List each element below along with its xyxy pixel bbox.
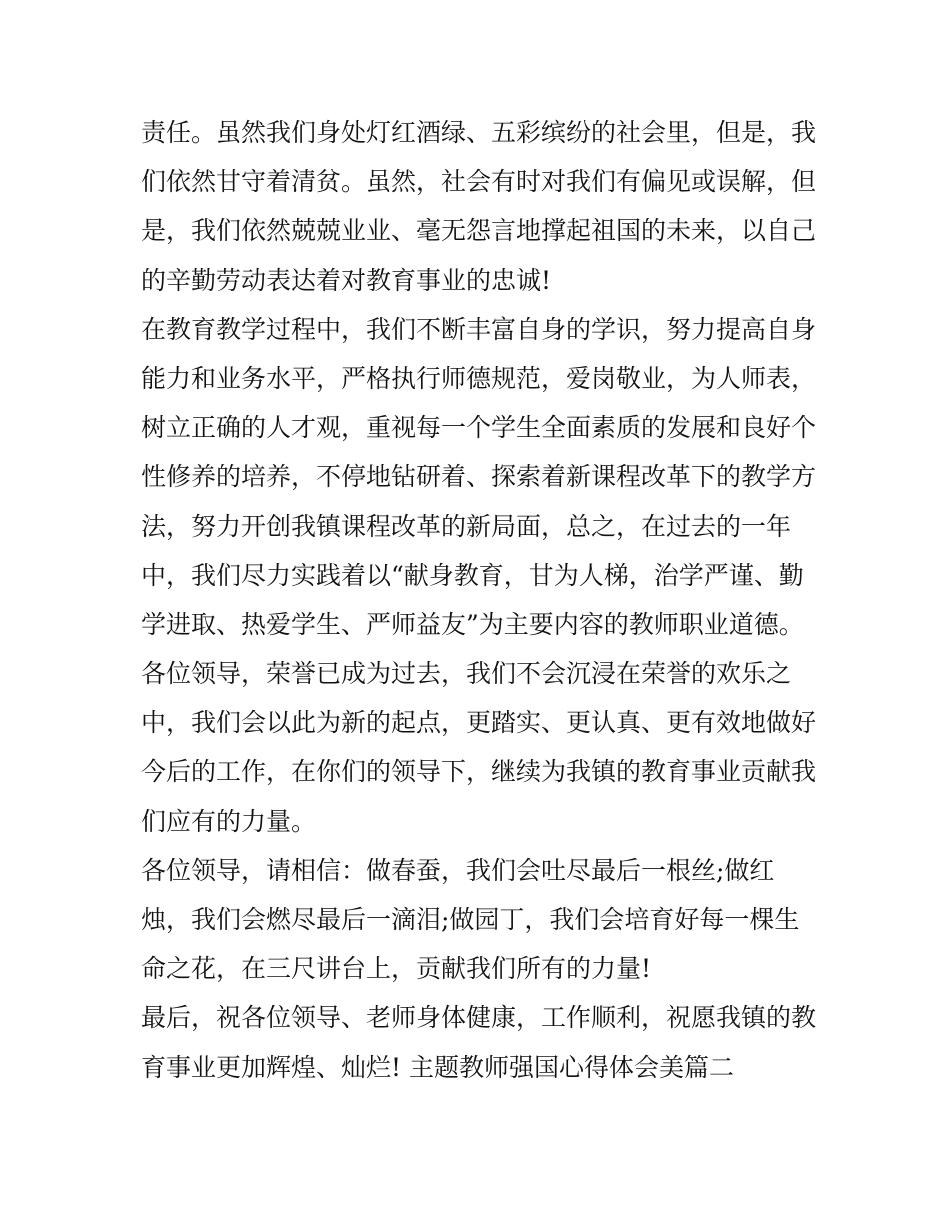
text-line: 今后的工作，在你们的领导下，继续为我镇的教育事业贡献我 <box>141 757 817 787</box>
text-line: 性修养的培养，不停地钻研着、探索着新课程改革下的教学方 <box>141 462 817 492</box>
text-line: 命之花，在三尺讲台上，贡献我们所有的力量! <box>141 954 652 984</box>
text-line: 是，我们依然兢兢业业、毫无怨言地撑起祖国的未来，以自己 <box>141 216 817 246</box>
text-line: 最后，祝各位领导、老师身体健康，工作顺利，祝愿我镇的教 <box>141 1003 817 1033</box>
text-line: 各位领导，荣誉已成为过去，我们不会沉浸在荣誉的欢乐之 <box>141 659 792 689</box>
text-line: 们应有的力量。 <box>141 806 317 836</box>
text-line: 烛，我们会燃尽最后一滴泪;做园丁，我们会培育好每一棵生 <box>141 905 800 934</box>
text-line: 学进取、热爱学生、严师益友”为主要内容的教师职业道德。 <box>141 609 804 639</box>
text-line: 在教育教学过程中，我们不断丰富自身的学识，努力提高自身 <box>141 314 817 344</box>
document-body <box>141 108 821 1092</box>
text-line: 育事业更加辉煌、灿烂! 主题教师强国心得体会美篇二 <box>141 1052 734 1082</box>
text-line: 各位领导，请相信：做春蚕，我们会吐尽最后一根丝;做红 <box>141 855 775 885</box>
text-line: 责任。虽然我们身处灯红酒绿、五彩缤纷的社会里，但是，我 <box>141 118 817 147</box>
text-line: 树立正确的人才观，重视每一个学生全面素质的发展和良好个 <box>141 413 817 443</box>
text-line: 们依然甘守着清贫。虽然，社会有时对我们有偏见或误解，但 <box>141 167 817 197</box>
text-line: 的辛勤劳动表达着对教育事业的忠诚! <box>141 265 552 295</box>
text-line: 法，努力开创我镇课程改革的新局面，总之，在过去的一年 <box>141 511 792 541</box>
text-line: 能力和业务水平，严格执行师德规范，爱岗敬业，为人师表， <box>141 363 817 393</box>
text-line: 中，我们尽力实践着以“献身教育，甘为人梯，治学严谨、勤 <box>141 560 804 590</box>
text-line: 中，我们会以此为新的起点，更踏实、更认真、更有效地做好 <box>141 708 817 738</box>
